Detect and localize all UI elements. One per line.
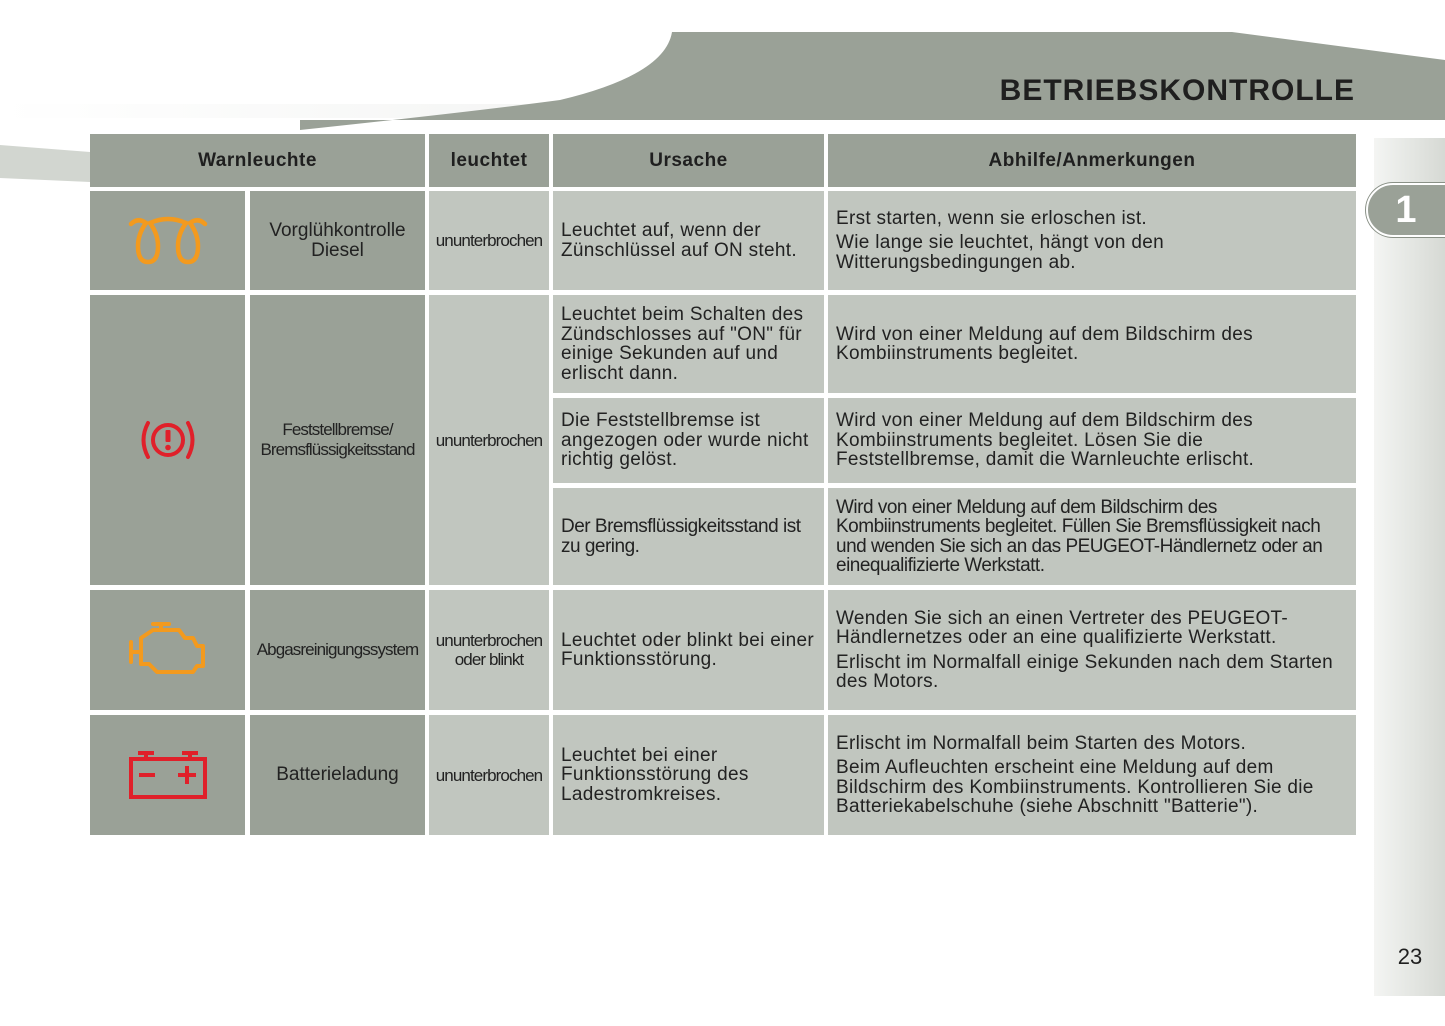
cause-battery: Leuchtet bei einer Funktionsstörung des Ladestromkreises.	[553, 715, 824, 835]
remedy-battery: Erlischt im Normalfall beim Starten des Motors. Beim Aufleuchten erscheint eine Meldung auf dem Bildschirm des Kombiinstruments. Kontrollieren Sie die Batteriekabelschuhe (siehe Abschnitt "Batterie").	[828, 715, 1356, 835]
warning-name-battery: Batterieladung	[250, 715, 425, 835]
warning-name-glow: Vorglühkontrolle Diesel	[250, 191, 425, 290]
cause-emission: Leuchtet oder blinkt bei einer Funktionsstörung.	[553, 590, 824, 710]
cause-brake-2: Die Feststellbremse ist angezogen oder wurde nicht richtig gelöst.	[553, 398, 824, 483]
column-header-leuchtet: leuchtet	[429, 134, 549, 187]
warning-name-emission: Abgasreinigungssystem	[250, 590, 425, 710]
lit-glow: ununterbrochen	[429, 191, 549, 290]
lit-battery: ununterbrochen	[429, 715, 549, 835]
remedy-brake-2: Wird von einer Meldung auf dem Bildschirm des Kombiinstruments begleitet. Lösen Sie die Feststellbremse, damit die Warnleuchte erlischt.	[828, 398, 1356, 483]
lit-brake: ununterbrochen	[429, 295, 549, 585]
column-header-ursache: Ursache	[553, 134, 824, 187]
remedy-emission: Wenden Sie sich an einen Vertreter des PEUGEOT-Händlernetzes oder an eine qualifizierte Werkstatt. Erlischt im Normalfall einige Sekunden nach dem Starten des Motors.	[828, 590, 1356, 710]
column-header-abhilfe: Abhilfe/Anmerkungen	[828, 134, 1356, 187]
page-title: BETRIEBSKONTROLLE	[999, 74, 1355, 107]
glow-plug-icon-cell	[90, 191, 245, 290]
warning-name-brake: Feststellbremse/ Bremsflüssigkeitsstand	[250, 295, 425, 585]
page-number: 23	[1397, 944, 1423, 969]
left-wing	[0, 145, 90, 182]
battery-icon-cell	[90, 715, 245, 835]
cause-brake-1: Leuchtet beim Schalten des Zündschlosses auf "ON" für einige Sekunden auf und erlischt dann.	[553, 295, 824, 393]
column-header-warnleuchte: Warnleuchte	[90, 134, 425, 187]
chapter-tab[interactable]	[1366, 183, 1445, 237]
lit-emission: ununterbrochen oder blinkt	[429, 590, 549, 710]
remedy-glow: Erst starten, wenn sie erloschen ist. Wie lange sie leuchtet, hängt von den Witterungsbedingungen ab.	[828, 191, 1356, 290]
parking-brake-icon-cell	[90, 295, 245, 585]
remedy-brake-1: Wird von einer Meldung auf dem Bildschirm des Kombiinstruments begleitet.	[828, 295, 1356, 393]
right-margin-strip	[1374, 138, 1445, 996]
cause-brake-3: Der Bremsflüssigkeitsstand ist zu gering.	[553, 488, 824, 585]
remedy-brake-3: Wird von einer Meldung auf dem Bildschirm des Kombiinstruments begleitet. Füllen Sie Bremsflüssigkeit nach und wenden Sie sich an das PEUGEOT-Händlernetz oder an einequalifizierte Werkstatt.	[828, 488, 1356, 585]
engine-icon	[127, 620, 209, 680]
chapter-number: 1	[1395, 188, 1417, 231]
engine-icon-cell	[90, 590, 245, 710]
glow-plug-icon	[128, 214, 208, 268]
cause-glow: Leuchtet auf, wenn der Zünschlüssel auf ON steht.	[553, 191, 824, 290]
battery-icon	[128, 749, 208, 801]
parking-brake-icon	[138, 417, 198, 463]
